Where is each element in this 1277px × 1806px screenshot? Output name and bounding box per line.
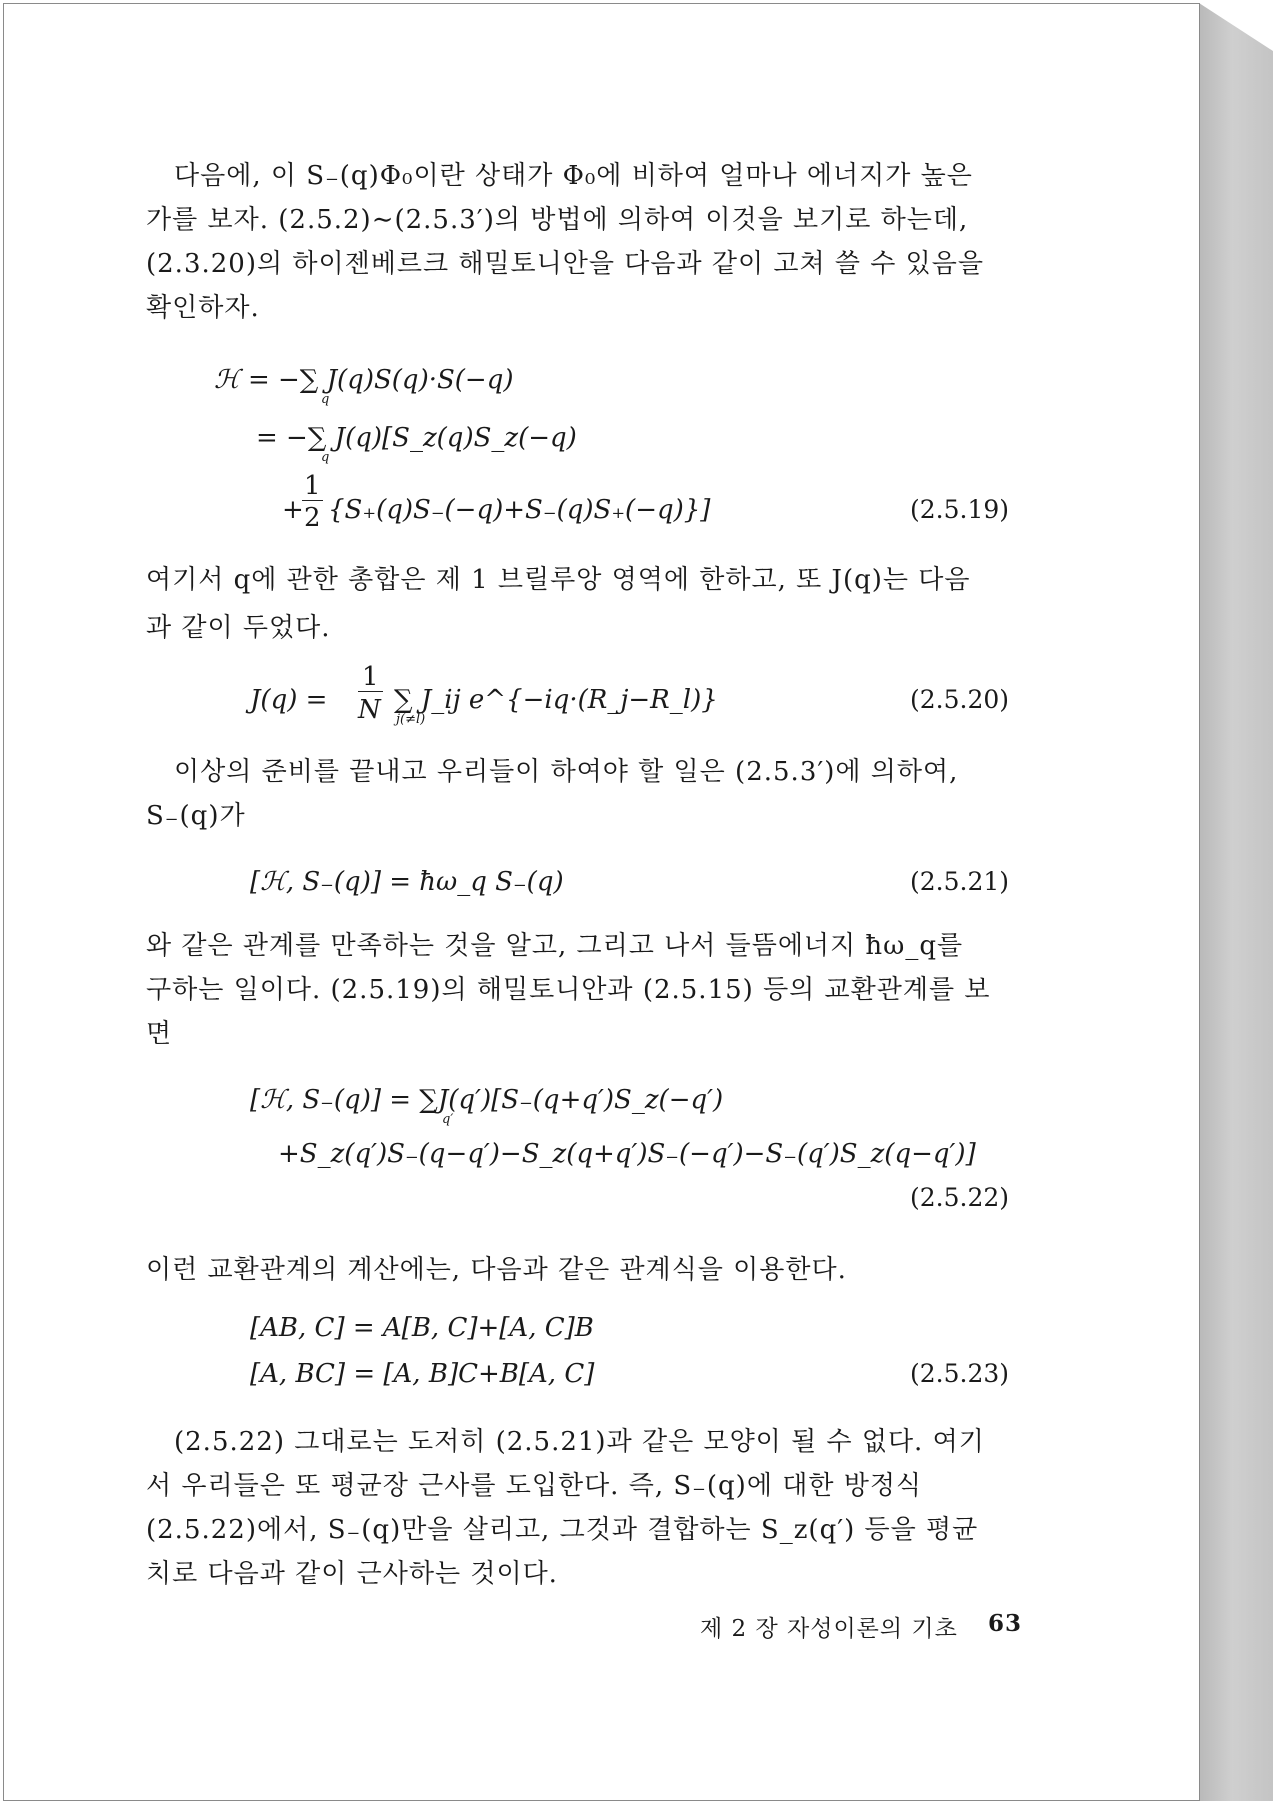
eq-2-5-19-sum-index-2: q — [321, 450, 330, 465]
eq-2-5-23-line-1: [AB, C] = A[B, C]+[A, C]B — [250, 1313, 594, 1343]
paragraph-6-line-4: 치로 다음과 같이 근사하는 것이다. — [146, 1559, 558, 1589]
eq-2-5-20-frac-den: N — [358, 695, 381, 725]
eq-2-5-20-sum-index: j(≠l) — [396, 712, 426, 727]
eq-2-5-19-number: (2.5.19) — [910, 495, 1010, 524]
paragraph-3-line-1: 이상의 준비를 끝내고 우리들이 하여야 할 일은 (2.5.3′)에 의하여, — [174, 757, 959, 787]
eq-2-5-22-line-1: [ℋ, S₋(q)] = ∑J(q′)[S₋(q+q′)S_z(−q′) — [250, 1085, 724, 1115]
eq-2-5-19-line-2: = −∑ J(q)[S_z(q)S_z(−q) — [256, 423, 577, 453]
eq-2-5-19-line-1: ℋ = −∑ J(q)S(q)·S(−q) — [214, 365, 514, 395]
eq-2-5-20-rhs: ∑ J_ij e^{−iq·(R_j−R_l)} — [394, 685, 718, 715]
paragraph-4-line-2: 구하는 일이다. (2.5.19)의 해밀토니안과 (2.5.15) 등의 교환관계를 보 — [146, 975, 991, 1005]
eq-2-5-19-sum-index-1: q — [321, 392, 330, 407]
paragraph-2-line-2: 과 같이 두었다. — [146, 613, 331, 643]
page-number: 63 — [988, 1610, 1023, 1637]
eq-2-5-22-line-2: +S_z(q′)S₋(q−q′)−S_z(q+q′)S₋(−q′)−S₋(q′)S_z(q−q′)] — [278, 1139, 976, 1169]
eq-2-5-22-sum-index: q′ — [442, 1112, 454, 1127]
eq-2-5-21-number: (2.5.21) — [910, 867, 1010, 896]
eq-2-5-21: [ℋ, S₋(q)] = ħω_q S₋(q) — [250, 867, 564, 897]
paragraph-6-line-3: (2.5.22)에서, S₋(q)만을 살리고, 그것과 결합하는 S_z(q′) 등을 평균 — [146, 1515, 979, 1545]
eq-2-5-20-lhs: J(q) = — [250, 685, 328, 715]
eq-2-5-19-line-3: {S₊(q)S₋(−q)+S₋(q)S₊(−q)}] — [328, 495, 711, 525]
page-edge-line — [1199, 3, 1200, 1801]
paragraph-4-line-1: 와 같은 관계를 만족하는 것을 알고, 그리고 나서 들뜸에너지 ħω_q를 — [146, 931, 964, 961]
paragraph-2-line-1: 여기서 q에 관한 총합은 제 1 브릴루앙 영역에 한하고, 또 J(q)는 다음 — [146, 565, 971, 595]
paragraph-1-line-1: 다음에, 이 S₋(q)Φ₀이란 상태가 Φ₀에 비하여 얼마나 에너지가 높은 — [174, 161, 973, 191]
page-edge-bevel — [1199, 3, 1273, 1801]
paragraph-4-line-3: 면 — [146, 1019, 173, 1049]
paragraph-3-line-2: S₋(q)가 — [146, 801, 246, 831]
paragraph-5-line-1: 이런 교환관계의 계산에는, 다음과 같은 관계식을 이용한다. — [146, 1255, 847, 1285]
paragraph-6-line-1: (2.5.22) 그대로는 도저히 (2.5.21)과 같은 모양이 될 수 없다. 여기 — [174, 1427, 985, 1457]
eq-2-5-20-number: (2.5.20) — [910, 685, 1010, 714]
eq-2-5-23-line-2: [A, BC] = [A, B]C+B[A, C] — [250, 1359, 595, 1389]
eq-2-5-19-frac-num: 1 — [304, 471, 321, 501]
paragraph-1-line-4: 확인하자. — [146, 293, 260, 323]
paragraph-1-line-3: (2.3.20)의 하이젠베르크 해밀토니안을 다음과 같이 고쳐 쓸 수 있음을 — [146, 249, 985, 279]
eq-2-5-19-plus: + — [282, 495, 304, 525]
eq-2-5-23-number: (2.5.23) — [910, 1359, 1010, 1388]
eq-2-5-19-frac-den: 2 — [304, 503, 321, 533]
eq-2-5-20-frac-num: 1 — [358, 663, 383, 692]
paragraph-1-line-2: 가를 보자. (2.5.2)∼(2.5.3′)의 방법에 의하여 이것을 보기로 하는데, — [146, 205, 969, 235]
eq-2-5-22-number: (2.5.22) — [910, 1183, 1010, 1212]
paragraph-6-line-2: 서 우리들은 또 평균장 근사를 도입한다. 즉, S₋(q)에 대한 방정식 — [146, 1471, 923, 1501]
running-footer-chapter: 제 2 장 자성이론의 기초 — [700, 1616, 958, 1642]
